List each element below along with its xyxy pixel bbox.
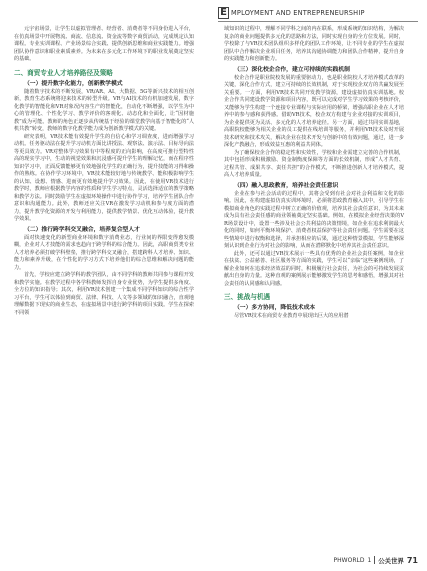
running-header [218, 6, 418, 20]
subsection-heading: （一）多方协同，降低技术成本 [234, 305, 316, 311]
paragraph: 尽管VR技术在商贸专业教育中展现出巨大的应用潜 [234, 313, 349, 319]
page-number: 71 [406, 555, 418, 565]
paragraph: 首先，学校应建立跨学科的教学团队，由不同学科的教师共同参与课程开发和教学实施。在教学过程中各学科教师发挥自身专业优势，为学生提供多角度、全方位的知识指导；其次，利用VR技术创建一个集成不同学科知识的综合性学习平台，学生可以体验到商贸、法律、科技、人文等多领域的知识融合，直观地理解数据下现实的商业生态，在虚拟场景中进行跨学科的项目实践。学生在探索不同领 [14, 272, 194, 316]
paragraph: 面对快速变化的新型商业环境和数字消费业态，行业间的界限变得愈发模糊，企业对人才技能的需求也趋向于跨学科的综合能力。因此，高职商贸类专业人才培养必须打破学科壁垒，推行跨学科交叉融合，搭建跨科人才培养、知识、能力和素养升级，在个性化的学习方式下培养他们的综合思维和解决问题的能力。 [14, 234, 194, 271]
journal-name: PHWORLD [333, 556, 365, 564]
paragraph: 随着数字技术的不断发展，VR/AR、AI、大数据、5G等新兴技术的相互创新，教育生态系统将迎来技术的转型升级。VR与AI技术的有机加速发展，数字化教学的智能化和VR对象况内容生产的智能化，自动化不断增强，以学生为中心的管理化、个性化学习、教学评价的客观化、动态化和全面化，让“因材施教”成为可能。教师的角色正逐步从传统基于经验的课堂教学向基于智能化的“人机共教”转变，教师的数字化教学能力成为创新教学模式的关键。 [14, 88, 194, 132]
right-column [224, 26, 404, 321]
header-initial-letter: E [218, 7, 229, 19]
paragraph: 元宇宙场景，让学生以虚拟管理者、经营者、消费者等不同身份进入平台，在仿真场景中开展物流、商流、信息流、资金流等数字商贸活动，完成规定认知课程。专业实训课程、产业场景综合实践、提供创新思维和商业实践能力。增强团队协作意识和职业素质素养。为未来在多元化工作环境下的职业发展奠定坚实的基础。 [14, 26, 194, 62]
page-footer [328, 555, 418, 565]
subsection-heading: （四）融入思政教育，培养社会责任意识 [234, 182, 339, 189]
paragraph: 域知识的过程中，理解不同学科之间的内在联系，形成系统的知识结构，为解决复杂的商业问题提供多元化的思路和方法，同时实现自身的全方位发展。同时，学校除了与VR技术团队组织多样化的团队工作环境，让不同专业的学生在虚拟团队中合作解决企业项目任务，培养其沟通协调能力和团队合作精神，提升自身的实践能力和创新能力。 [224, 26, 404, 62]
journal-brand: 公关世界 [378, 556, 404, 565]
subsection-heading: （三）深化校企合作，建立可持续的实践机制 [234, 66, 350, 73]
section-heading: 二、商贸专业人才培养路径及策略 [14, 68, 113, 77]
header-title: MPLOYMENT AND ENTREPRENEURSHIP [231, 9, 365, 17]
section-heading: 三、挑战与机遇 [224, 293, 271, 301]
paragraph: 此外，还可以通过VR技术展示一些具有优秀的企业社会责任案例，如企业在扶贫、公益慈善、社区服务等方面的实践，学生可以“亲临”这些案例现场，了解企业如何在追求经济效益的同时，积极履行社会责任，为社会的可持续发展贡献出自身的力量。这种直观的案例展示能够激发学生的思考和感悟，增强其对社会责任的认同感和认同感。 [224, 250, 404, 287]
left-column [14, 26, 194, 317]
paragraph: 校企合作是职业院校发展的重要驱动力，也是职业院校人才培养模式改革的关键，深化合作方式，建立可持续的长效机制，对于实现校企双方的共赢发展至关重要。一方面，利用VR技术共同开发教学资源，建设虚拟仿真实训基地。校企合作共同建设教学资源和项目内容，既可以完成对学生学习效果的考核评价，又能够为学生构建一个连接专业课程与实际应用的桥梁，增强高职企业在人才培养中的参与感和获得感。借助VR技术，校企双方构建与企业对接的实训项目，为企业提供更为灵活、多元化的人才培养途径。另一方面，通过共同实训基地，高职院校能够为相关企业的员工提供在线培训等服务，并利用VR技术及时开展技术研究和技术攻关，解决企业在技术开发与创新中的有效问题，通过，进一步深化产教融合，形成效益互惠的利益共同体。 [224, 74, 404, 148]
subsection-heading: （一）提升数字化能力，创新教学模式 [24, 80, 123, 87]
footer-divider [374, 556, 375, 564]
issue-number: 1 [367, 556, 372, 564]
paragraph: 研究表明，VR技术能有效提升学生的自信心和学习调查度，进而增强学习动机。任务驱动法在提升学习动机方面比讲授法、观察法、演示法、目标导向法等更具效力。VR对整体学习效果有中等程度的正向影响，在高度可推行型特性高的现实学习中，生动的视觉效果和沉浸感可提升学生的理解记忆，而在程序性知识学习中，正面反馈能够更有效地强化学生的正确行为，提升技能的习得和操作的熟练。在协作学习环境中，VR技术能较好地与传统教学、能积极影响学生的认知、设想、情感、进而更有效地提升学习效果。因此，在使用VR技术进行教学时，教师应根据教学内容的性质和学生学习特点，灵活选择适宜的教学策略和教学方法。同时鼓励学生在虚拟环境操作中进行协作学习，培养学生团队合作意识和沟通能力。此外，教师还应关注VR在激发学习动机和参与度方面的潜力，提升教学化资源的开发与利用能力，提供教学情景、优化互动体验，提升教学效果。 [14, 133, 194, 222]
header-divider [218, 21, 418, 22]
paragraph: 为了确保校企合作的稳定性和实效性，学校和企业需建立完善的合作机制，其中包括形成积极激励、资金制衡度保障等方面的长效机制，形成“人才共育、过程共管、成果共享、责任共担”的合作模式，不断推进创新人才培养模式，提高人才培养质量。 [224, 149, 404, 178]
paragraph: 企业在参与社会活动的过程中，其将会受到有社会对社会利益和文化的影响。因此，在构建虚拟仿真实训环境时，必须将思政教育融入其中，引导学生在模拟商业角色的实践过程中树立正确的价值观，培养其社会责任意识，为其未来成为具有社会责任感的商业领袖奠定坚实基础。例如，在模拟企业经营决策的VR场景设计中，设置一些涉及社会公共利益的决策情境，如企业在追求利润最大化的同时，如何平衡环境保护、消费者权益保护等社会责任问题。学生需要在这些情境中进行权衡和选择，并承担相应的后果，通过这种情景模拟，学生能够深刻认识到企业行为对社会的影响，从而在潜移默化中培养其社会责任意识。 [224, 190, 404, 249]
subsection-heading: （二）推行跨学科交叉融合，培养复合型人才 [24, 226, 140, 233]
